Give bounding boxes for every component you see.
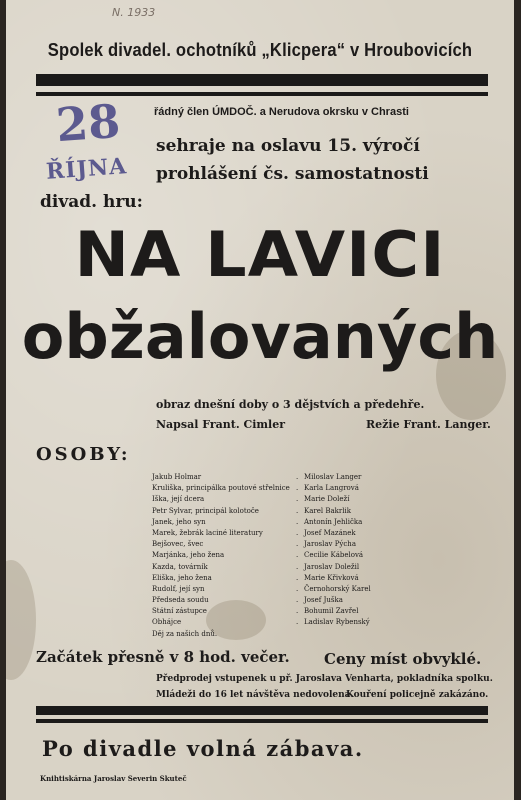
cast-row: Eliška, jeho žena . Marie Křivková [152, 573, 412, 584]
play-prefix: divad. hru: [40, 192, 143, 212]
membership-line: řádný člen ÚMDOČ. a Nerudova okrsku v Chrasti [154, 106, 409, 118]
cast-list [152, 472, 412, 640]
date-stamp-day: 28 [54, 93, 122, 153]
youth-notice: Mládeži do 16 let návštěva nedovolena. [156, 690, 354, 700]
theatre-poster [6, 0, 514, 800]
cast-role: Iška, její dcera [152, 495, 205, 504]
cast-row: Kruliška, principálka poutové střelnice . Karla Langrová [152, 483, 412, 494]
cast-actor: Josef Juška [304, 596, 343, 605]
cast-actor: Josef Mazánek [304, 528, 356, 537]
cast-row: Předseda soudu . Josef Juška [152, 595, 412, 606]
after-party-line: Po divadle volná zábava. [42, 736, 364, 761]
cast-role: Marek, žebrák laciné literatury [152, 528, 263, 537]
cast-row: Bejšovec, švec . Jaroslav Pýcha [152, 539, 412, 550]
cast-row: Kazda, továrník . Jaroslav Doležil [152, 562, 412, 573]
play-subtitle: obraz dnešní doby o 3 dějstvích a předehře. [156, 398, 425, 411]
cast-actor: Černohorský Karel [304, 584, 371, 593]
cast-role: Jakub Holmar [152, 473, 202, 481]
paper-stain [6, 560, 36, 680]
cast-actor: Miloslav Langer [304, 473, 362, 481]
cast-row: Jakub Holmar . Miloslav Langer [152, 472, 412, 483]
setting-note: Děj za našich dnů. [152, 629, 218, 638]
performance-line-1: sehraje na oslavu 15. výročí [156, 136, 420, 156]
cast-role: Janek, jeho syn [152, 517, 206, 526]
cast-actor: Marie Doleží [304, 495, 350, 504]
cast-role: Kruliška, principálka poutové střelnice [152, 484, 290, 493]
cast-actor: Jaroslav Doležil [304, 562, 360, 571]
cast-row: Státní zástupce . Bohumil Zavřel [152, 606, 412, 617]
cast-row: Petr Sylvar, principál kolotoče . Karel Bakrlik [152, 506, 412, 517]
bottom-thick-rule [36, 706, 488, 715]
cast-row: Rudolf, její syn . Černohorský Karel [152, 584, 412, 595]
printer-credit: Knihtiskárna Jaroslav Severin Skuteč [40, 774, 187, 783]
cast-role: Marjánka, jeho žena [152, 551, 225, 560]
cast-actor: Jaroslav Pýcha [304, 540, 356, 549]
cast-row: Marjánka, jeho žena . Cecilie Kábelová [152, 550, 412, 561]
cast-role: Kazda, továrník [152, 562, 208, 571]
cast-role: Předseda soudu [152, 596, 209, 605]
cast-actor: Marie Křivková [304, 573, 359, 582]
date-stamp-month: ŘÍJNA [45, 153, 128, 185]
cast-actor: Bohumil Zavřel [304, 607, 359, 616]
smoking-notice: Kouření policejně zakázáno. [346, 690, 489, 700]
cast-row: Marek, žebrák laciné literatury . Josef Mazánek [152, 528, 412, 539]
director-credit: Režie Frant. Langer. [366, 418, 491, 431]
cast-row: Obhájce . Ladislav Rybenský [152, 617, 412, 628]
top-thick-rule [36, 74, 488, 86]
cast-actor: Karla Langrová [304, 484, 359, 493]
cast-heading: OSOBY: [36, 444, 131, 465]
cast-actor: Antonín Jehlička [304, 517, 363, 526]
cast-role: Státní zástupce [152, 607, 207, 616]
ticket-prices: Ceny míst obvyklé. [324, 650, 482, 668]
cast-actor: Karel Bakrlik [304, 506, 351, 515]
cast-actor: Ladislav Rybenský [304, 618, 370, 627]
play-title-line-2: obžalovaných [21, 300, 499, 373]
handwritten-archive-number: N. 1933 [112, 6, 156, 19]
play-title-line-1: NA LAVICI [74, 218, 446, 291]
author-credit: Napsal Frant. Cimler [156, 418, 286, 431]
cast-row: Iška, její dcera . Marie Doleží [152, 494, 412, 505]
cast-role: Bejšovec, švec [152, 540, 204, 549]
cast-role: Petr Sylvar, principál kolotoče [152, 506, 259, 515]
cast-role: Rudolf, její syn [152, 584, 205, 593]
cast-role: Eliška, jeho žena [152, 573, 212, 582]
cast-row [152, 629, 412, 640]
performance-line-2: prohlášení čs. samostatnosti [156, 164, 429, 184]
presale-info: Předprodej vstupenek u př. Jaroslava Venharta, pokladníka spolku. [156, 674, 493, 684]
bottom-thin-rule [36, 719, 488, 723]
cast-row: Janek, jeho syn . Antonín Jehlička [152, 517, 412, 528]
society-name: Spolek divadel. ochotníků „Klicpera“ v Hroubovicích [47, 40, 473, 60]
cast-role: Obhájce [152, 618, 182, 627]
start-time: Začátek přesně v 8 hod. večer. [36, 648, 290, 666]
cast-actor: Cecilie Kábelová [304, 551, 364, 560]
